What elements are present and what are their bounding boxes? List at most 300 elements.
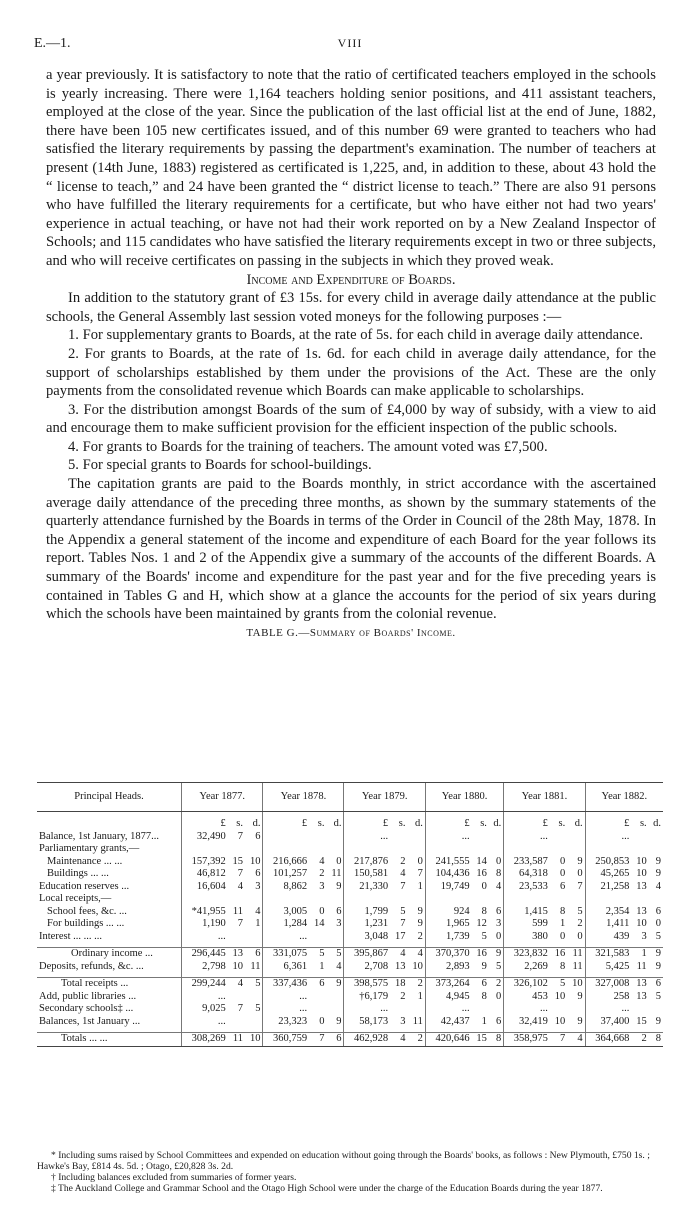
cell-shillings: 10 — [554, 1015, 566, 1027]
cell-pounds: 19,749 — [425, 881, 471, 894]
cell-pence — [489, 843, 504, 856]
cell-pounds: 439 — [585, 931, 631, 944]
cell-pounds: 2,708 — [344, 961, 390, 974]
cell-pence — [567, 893, 585, 906]
cell-pounds: 58,173 — [344, 1016, 390, 1029]
cell-pounds: 323,832 — [504, 948, 550, 961]
cell-pounds: 364,668 — [585, 1033, 631, 1047]
cell-pounds: 4,945 — [425, 991, 471, 1004]
cell-pence: 2 — [577, 918, 583, 929]
cell-pounds: 1,965 — [425, 918, 471, 931]
cell-shillings: 4 — [390, 1033, 407, 1047]
cell-shillings: 17 — [394, 930, 406, 942]
row-label: Total receipts ... — [37, 978, 182, 991]
cell-shillings — [228, 991, 245, 1004]
cell-pence — [649, 831, 663, 844]
cell-pounds: ... — [182, 991, 228, 1004]
cell-shillings: 2 — [631, 1033, 648, 1047]
cell-pence — [407, 831, 425, 844]
cell-pounds: 370,370 — [425, 948, 471, 961]
cell-shillings: 14 — [313, 918, 325, 929]
cell-pence: 3 — [495, 918, 502, 929]
unit-shillings: s. — [558, 818, 566, 829]
cell-shillings — [228, 893, 245, 906]
table-row — [37, 961, 663, 974]
income-summary-table — [37, 782, 663, 1047]
cell-pounds: 2,354 — [585, 906, 631, 919]
body-text — [46, 66, 656, 642]
row-label: School fees, &c. ... — [47, 905, 127, 917]
cell-shillings: 7 — [550, 1033, 567, 1047]
unit-pounds: £ — [425, 812, 471, 831]
cell-shillings: 11 — [232, 905, 244, 917]
paragraph-capitation: The capitation grants are paid to the Boards monthly, in strict accordance with the ascertained average daily attendance of the preceding three months, as shown by the summary statements of the quarterly attendance furnished by the Boards in terms of the Order in Council of the 28th May, 1878. In the Appendix a general statement of the income and expenditure of each Board for the year follows its report. Tables Nos. 1 and 2 of the Appendix give a summary of the accounts of the different Boards. A summary of the Boards' income and expenditure for the past year and for the five preceding years is contained in Tables G and H, which show at a glance the accounts for the period of six years during which the schools have been maintained by grants from the colonial revenue. — [46, 476, 656, 623]
cell-pence: 4 — [336, 960, 342, 972]
cell-shillings: 5 — [400, 905, 406, 917]
cell-shillings: 11 — [636, 960, 647, 972]
paragraph-item-2: 2. For grants to Boards, at the rate of 1s. 6d. for each child in average daily attendance, for the support of scholarships established by them under the provisions of the Act. These are the only payments from the consolidated revenue which Boards can make applicable to scholarships. — [46, 345, 656, 400]
cell-shillings: 8 — [559, 905, 566, 917]
cell-pounds: 104,436 — [425, 868, 471, 881]
cell-shillings: 7 — [237, 918, 244, 929]
cell-pounds: 360,759 — [263, 1033, 309, 1047]
cell-pounds: ... — [425, 1003, 471, 1016]
cell-pounds: 32,490 — [182, 831, 228, 844]
cell-pounds: 5,425 — [585, 961, 631, 974]
cell-pounds: ... — [585, 1003, 631, 1016]
table-row — [37, 931, 663, 944]
cell-pence: 6 — [245, 948, 263, 961]
cell-shillings: 10 — [636, 855, 647, 867]
cell-shillings: 0 — [559, 868, 566, 879]
cell-pounds: 101,257 — [263, 868, 309, 881]
footnote: * Including sums raised by School Committees and expended on education without going through the Boards' books, as follows : New Plymouth, £750 1s. ; Hawke's Bay, £814 4s. 5d. ; Otago, £20,828 3s. 2d. — [37, 1150, 650, 1172]
cell-shillings: 16 — [472, 948, 489, 961]
cell-pounds: 150,581 — [344, 868, 390, 881]
row-label: Buildings ... ... — [47, 868, 109, 879]
cell-pence — [326, 991, 343, 1004]
table-row — [37, 1003, 663, 1016]
cell-shillings: 4 — [390, 948, 407, 961]
cell-pounds: 3,048 — [344, 931, 390, 944]
cell-shillings: 7 — [309, 1033, 326, 1047]
column-header-year: Year 1881. — [504, 783, 585, 812]
cell-shillings — [550, 1003, 567, 1016]
cell-shillings: 4 — [228, 978, 245, 991]
cell-shillings: 16 — [550, 948, 567, 961]
cell-pounds — [504, 893, 550, 906]
cell-shillings — [309, 991, 326, 1004]
cell-shillings: 8 — [481, 905, 487, 917]
cell-pounds: 217,876 — [344, 856, 390, 869]
cell-pounds: †6,179 — [344, 991, 390, 1004]
cell-shillings: 13 — [394, 960, 406, 972]
cell-pence: 9 — [417, 918, 423, 929]
cell-shillings — [228, 843, 245, 856]
cell-shillings: 4 — [319, 855, 325, 867]
cell-shillings — [390, 831, 407, 844]
cell-shillings: 14 — [476, 855, 487, 867]
cell-pounds: ... — [263, 991, 309, 1004]
unit-pence: d. — [493, 818, 502, 829]
table-row — [37, 991, 663, 1004]
cell-pounds: 6,361 — [263, 961, 309, 974]
row-label: Ordinary income ... — [37, 948, 182, 961]
cell-shillings: 15 — [472, 1033, 489, 1047]
cell-pence — [567, 843, 585, 856]
cell-pounds: 599 — [504, 918, 550, 931]
cell-pence — [245, 843, 263, 856]
unit-pounds: £ — [504, 812, 550, 831]
cell-shillings: 2 — [319, 868, 325, 879]
paragraph-grants-intro: In addition to the statutory grant of £3 15s. for every child in average daily attendance at the public schools, the General Assembly last session voted moneys for the following purposes :— — [46, 290, 656, 325]
cell-pence: 9 — [336, 1015, 342, 1027]
cell-shillings: 10 — [636, 918, 647, 929]
cell-pounds: 37,400 — [585, 1016, 631, 1029]
cell-pence: 2 — [489, 978, 504, 991]
cell-pence — [245, 991, 263, 1004]
column-header-year: Year 1877. — [182, 783, 263, 812]
cell-pence: 1 — [417, 990, 423, 1002]
cell-pence: 5 — [245, 978, 263, 991]
cell-shillings: 0 — [481, 880, 487, 892]
cell-pence: 9 — [336, 880, 342, 892]
table-row — [37, 918, 663, 931]
footnote: † Including balances excluded from summaries of former years. — [51, 1172, 297, 1183]
cell-shillings — [390, 843, 407, 856]
cell-pence — [489, 831, 504, 844]
cell-shillings: 12 — [476, 918, 487, 929]
cell-pounds: 233,587 — [504, 856, 550, 869]
cell-pence: 9 — [577, 855, 583, 867]
cell-shillings: 2 — [400, 855, 406, 867]
cell-pounds — [585, 843, 631, 856]
cell-pounds: 21,330 — [344, 881, 390, 894]
row-label: Totals ... ... — [37, 1033, 182, 1047]
cell-shillings: 0 — [559, 930, 566, 942]
cell-pounds: 42,437 — [425, 1016, 471, 1029]
cell-shillings — [309, 893, 326, 906]
cell-shillings: 6 — [559, 880, 566, 892]
cell-pounds: 45,265 — [585, 868, 631, 881]
cell-shillings — [472, 893, 489, 906]
table-row — [37, 881, 663, 894]
cell-pence: 6 — [655, 905, 661, 917]
cell-pence: 9 — [489, 948, 504, 961]
cell-shillings: 11 — [228, 1033, 245, 1047]
table-row — [37, 1033, 663, 1047]
cell-pence — [649, 893, 663, 906]
unit-shillings: s. — [398, 818, 406, 829]
cell-pence: 7 — [577, 880, 583, 892]
cell-pence: 0 — [495, 930, 502, 942]
cell-pounds: 327,008 — [585, 978, 631, 991]
cell-pounds — [504, 843, 550, 856]
cell-shillings: 9 — [481, 960, 487, 972]
cell-pounds: ... — [504, 831, 550, 844]
table-row — [37, 1016, 663, 1029]
cell-pence: 9 — [417, 905, 423, 917]
paragraph-certificated-teachers: a year previously. It is satisfactory to note that the ratio of certificated teachers employed in the schools is yearly increasing. There were 1,164 teachers holding senior positions, and 411 assistant teachers, employed at the close of the year. Since the publication of the last official list at the end of June, 1882, there have been 105 new certificates issued, and of this number 69 were granted to teachers who had satisfied the literary requirements by passing the department's examination. The number of teachers at present (14th June, 1883) registered as certificated is 1,225, and, in addition to these, about 43 hold the “ license to teach,” and 24 have been granted the “ district license to teach.” There are also 91 persons who have fulfilled the literary requirements for a certificate, but who have either not had two years' experience in actual teaching, or have not had their work reported on by a New Zealand Inspector of Schools; and 115 candidates who have satisfied the literary requirements except in two or three subjects, and who will receive certificates on passing in the subjects in which they proved weak. — [46, 67, 656, 269]
unit-pence: d. — [252, 818, 261, 829]
cell-pounds: *41,955 — [182, 906, 228, 919]
row-label: Balances, 1st January ... — [39, 1015, 141, 1027]
cell-pence: 6 — [649, 978, 663, 991]
unit-shillings: s. — [639, 818, 647, 829]
cell-shillings: 13 — [636, 990, 647, 1002]
cell-shillings — [472, 831, 489, 844]
row-label: Add, public libraries ... — [39, 990, 137, 1002]
cell-shillings — [309, 931, 326, 944]
cell-pounds: 398,575 — [344, 978, 390, 991]
cell-pence: 8 — [489, 1033, 504, 1047]
cell-pence: 5 — [326, 948, 343, 961]
cell-shillings: 1 — [631, 948, 648, 961]
cell-pence: 1 — [417, 880, 423, 892]
cell-pence: 2 — [407, 1033, 425, 1047]
cell-pounds: 1,739 — [425, 931, 471, 944]
cell-pence: 5 — [577, 905, 583, 917]
cell-shillings — [631, 1003, 648, 1016]
cell-pence: 10 — [245, 1033, 263, 1047]
unit-pence: d. — [653, 818, 661, 829]
cell-pounds: 9,025 — [182, 1003, 228, 1016]
cell-pounds: 331,075 — [263, 948, 309, 961]
cell-pounds: 23,533 — [504, 881, 550, 894]
cell-pounds — [344, 893, 390, 906]
table-row — [37, 856, 663, 869]
cell-pence: 3 — [336, 918, 342, 929]
row-label: Deposits, refunds, &c. ... — [39, 960, 144, 972]
cell-pence: 4 — [655, 880, 661, 892]
table-caption — [46, 624, 656, 643]
cell-pence: 11 — [331, 868, 342, 879]
cell-pence: 0 — [495, 990, 502, 1002]
cell-pence: 9 — [655, 960, 661, 972]
cell-pence: 8 — [649, 1033, 663, 1047]
unit-shillings: s. — [236, 818, 244, 829]
cell-pence — [326, 843, 343, 856]
paragraph-item-5: 5. For special grants to Boards for school-buildings. — [68, 457, 372, 474]
cell-pounds: 1,415 — [504, 906, 550, 919]
row-label: Maintenance ... ... — [47, 855, 123, 867]
cell-pence: 0 — [577, 930, 583, 942]
cell-pounds: 380 — [504, 931, 550, 944]
cell-pounds: ... — [182, 1016, 228, 1029]
paragraph-item-4: 4. For grants to Boards for the training of teachers. The amount voted was £7,500. — [68, 438, 548, 455]
row-label: For buildings ... ... — [47, 918, 125, 929]
cell-shillings: 13 — [631, 978, 648, 991]
section-heading: Income and Expenditure of Boards. — [246, 271, 456, 288]
cell-pounds: ... — [585, 831, 631, 844]
cell-shillings: 15 — [636, 1015, 647, 1027]
cell-pounds: ... — [263, 1003, 309, 1016]
cell-shillings: 4 — [237, 880, 244, 892]
column-header-year: Year 1879. — [344, 783, 425, 812]
unit-pence: d. — [333, 818, 342, 829]
cell-pence: 10 — [249, 855, 261, 867]
cell-shillings: 18 — [390, 978, 407, 991]
cell-pounds: 23,323 — [263, 1016, 309, 1029]
cell-pence — [407, 1003, 425, 1016]
cell-pounds: 21,258 — [585, 881, 631, 894]
cell-shillings — [390, 893, 407, 906]
cell-pence — [407, 893, 425, 906]
cell-pence: 0 — [495, 855, 502, 867]
cell-pence — [245, 893, 263, 906]
cell-shillings: 2 — [400, 990, 406, 1002]
cell-pence: 9 — [326, 978, 343, 991]
cell-pence: 9 — [655, 868, 661, 879]
cell-shillings: 7 — [237, 868, 244, 879]
cell-pence — [326, 1003, 343, 1016]
cell-shillings — [550, 831, 567, 844]
cell-pounds: 395,867 — [344, 948, 390, 961]
cell-shillings: 15 — [232, 855, 244, 867]
cell-pounds: ... — [344, 1003, 390, 1016]
cell-pence — [489, 893, 504, 906]
cell-shillings: 13 — [228, 948, 245, 961]
cell-pence: 5 — [655, 990, 661, 1002]
cell-pounds: ... — [263, 931, 309, 944]
cell-pounds: 299,244 — [182, 978, 228, 991]
cell-shillings: 16 — [476, 868, 487, 879]
unit-pounds: £ — [585, 812, 631, 831]
cell-shillings: 4 — [400, 868, 406, 879]
cell-pounds — [585, 893, 631, 906]
cell-pence: 9 — [649, 948, 663, 961]
cell-pounds: 1,284 — [263, 918, 309, 931]
cell-pounds: 1,190 — [182, 918, 228, 931]
cell-pounds: 420,646 — [425, 1033, 471, 1047]
cell-shillings: 5 — [481, 930, 487, 942]
column-header-year: Year 1882. — [585, 783, 663, 812]
cell-pence: 9 — [655, 1015, 661, 1027]
cell-shillings: 7 — [237, 1003, 244, 1014]
cell-shillings: 3 — [641, 930, 647, 942]
cell-pounds: 2,893 — [425, 961, 471, 974]
cell-shillings: 5 — [309, 948, 326, 961]
cell-shillings — [309, 1003, 326, 1016]
cell-pounds: 241,555 — [425, 856, 471, 869]
footnote: ‡ The Auckland College and Grammar School and the Otago High School were under the charge of the Education Boards during the year 1877. — [51, 1183, 603, 1194]
unit-pence: d. — [574, 818, 583, 829]
cell-pounds — [182, 893, 228, 906]
cell-pounds: 46,812 — [182, 868, 228, 881]
cell-pence: 11 — [572, 960, 583, 972]
cell-pounds: 8,862 — [263, 881, 309, 894]
cell-pounds: 216,666 — [263, 856, 309, 869]
cell-pence: 5 — [655, 930, 661, 942]
cell-pounds: 1,799 — [344, 906, 390, 919]
cell-shillings: 1 — [559, 918, 566, 929]
column-header-year: Year 1878. — [263, 783, 344, 812]
cell-pounds: 453 — [504, 991, 550, 1004]
cell-pence — [326, 931, 343, 944]
cell-pence: 8 — [495, 868, 502, 879]
cell-pence: 2 — [407, 978, 425, 991]
cell-shillings — [472, 843, 489, 856]
cell-shillings: 6 — [472, 978, 489, 991]
cell-pounds — [182, 843, 228, 856]
cell-shillings: 1 — [481, 1015, 487, 1027]
cell-shillings — [550, 893, 567, 906]
cell-pence: 9 — [655, 855, 661, 867]
cell-pence — [245, 1016, 263, 1029]
cell-pence: 1 — [255, 918, 261, 929]
cell-pence: 2 — [417, 930, 423, 942]
cell-pounds: 321,583 — [585, 948, 631, 961]
unit-pounds: £ — [344, 812, 390, 831]
cell-pounds: 64,318 — [504, 868, 550, 881]
cell-shillings — [631, 893, 648, 906]
cell-pence — [567, 1003, 585, 1016]
row-label: Balance, 1st January, 1877... — [39, 830, 160, 842]
cell-pence: 0 — [655, 918, 661, 929]
cell-shillings: 3 — [319, 880, 325, 892]
cell-shillings: 10 — [554, 990, 566, 1002]
unit-pounds: £ — [263, 812, 309, 831]
cell-shillings: 0 — [559, 855, 566, 867]
cell-pence: 11 — [412, 1015, 423, 1027]
table-row — [37, 831, 663, 844]
column-header-year: Year 1880. — [425, 783, 503, 812]
row-label: Parliamentary grants,— — [39, 843, 140, 854]
table-row — [37, 948, 663, 961]
cell-pounds: 924 — [425, 906, 471, 919]
table-row — [37, 906, 663, 919]
cell-pence — [326, 831, 343, 844]
cell-shillings: 13 — [636, 905, 647, 917]
cell-pounds: 2,269 — [504, 961, 550, 974]
cell-pence: 0 — [577, 868, 583, 879]
cell-pence: 5 — [255, 1003, 261, 1014]
cell-shillings: 7 — [237, 830, 244, 842]
cell-pence — [567, 831, 585, 844]
cell-pounds: 358,975 — [504, 1033, 550, 1047]
cell-shillings — [309, 831, 326, 844]
cell-shillings: 7 — [400, 880, 406, 892]
cell-pence: 3 — [255, 880, 261, 892]
cell-pence — [489, 1003, 504, 1016]
cell-pence: 9 — [577, 1015, 583, 1027]
unit-pence: d. — [415, 818, 423, 829]
row-label: Education reserves ... — [39, 880, 130, 892]
page-number: VIII — [337, 36, 363, 50]
cell-pence: 5 — [495, 960, 502, 972]
cell-pounds: ... — [344, 831, 390, 844]
cell-pence: 6 — [495, 1015, 502, 1027]
cell-pence — [407, 843, 425, 856]
table-caption-prefix: TABLE G.— — [246, 626, 310, 639]
cell-pence: 4 — [255, 905, 261, 917]
cell-pounds: 16,604 — [182, 881, 228, 894]
cell-pounds: 3,005 — [263, 906, 309, 919]
cell-pounds — [263, 831, 309, 844]
unit-pounds: £ — [182, 812, 228, 831]
paragraph-item-1: 1. For supplementary grants to Boards, at the rate of 5s. for each child in average daily attendance. — [68, 327, 644, 344]
cell-shillings — [390, 1003, 407, 1016]
row-label: Secondary schools‡ ... — [39, 1003, 134, 1014]
cell-pounds: 258 — [585, 991, 631, 1004]
cell-shillings: 1 — [319, 960, 325, 972]
table-row — [37, 978, 663, 991]
cell-shillings: 10 — [636, 868, 647, 879]
cell-pence: 0 — [417, 855, 423, 867]
cell-pounds: 462,928 — [344, 1033, 390, 1047]
cell-pounds — [263, 843, 309, 856]
cell-pence: 6 — [495, 905, 502, 917]
